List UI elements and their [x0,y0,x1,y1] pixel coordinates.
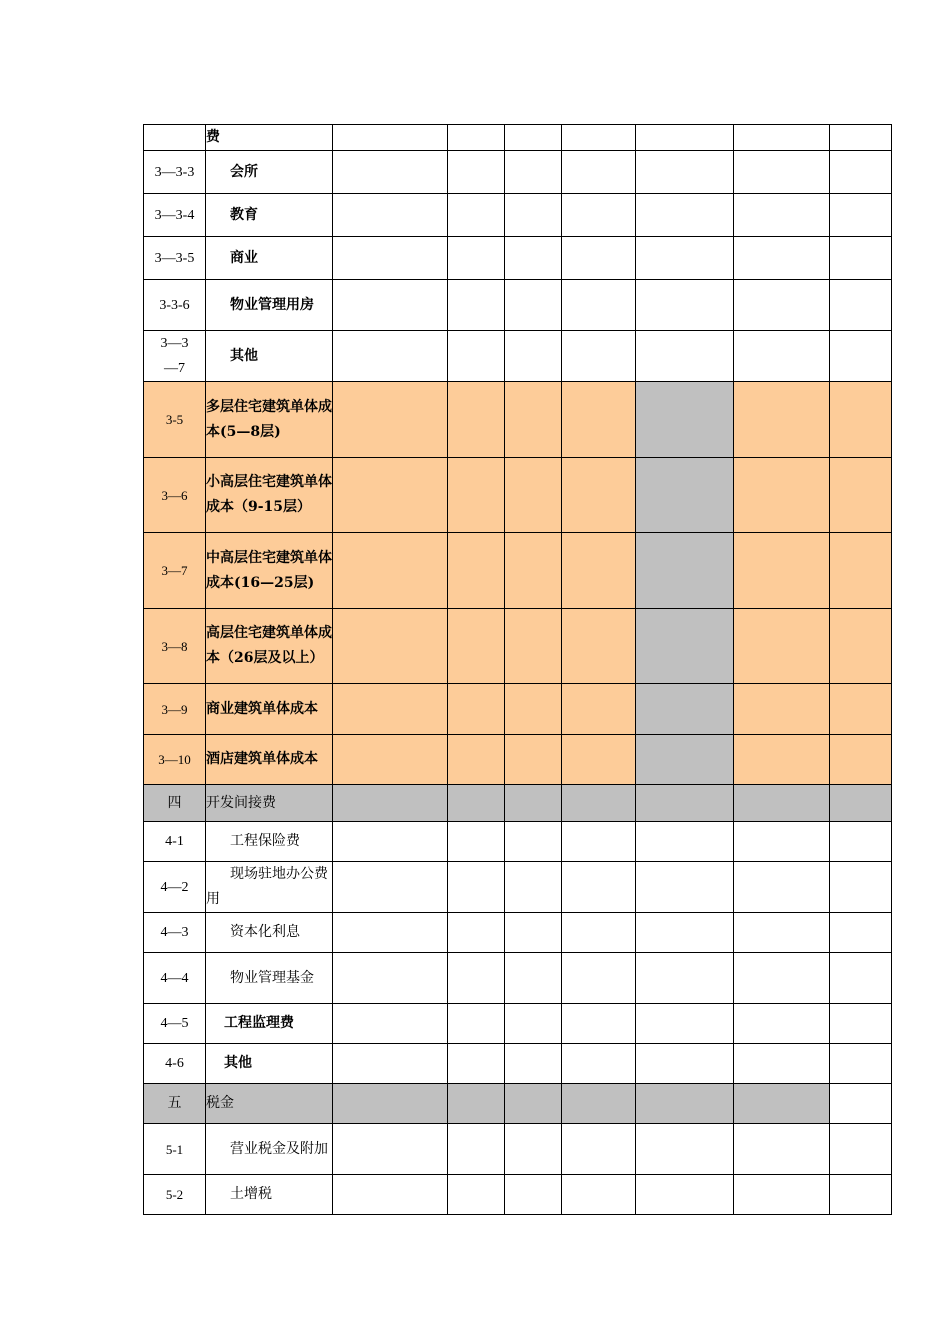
cell [333,458,448,533]
cell [636,382,734,458]
cell [333,237,448,280]
cell [636,1175,734,1215]
table-row [144,1044,892,1084]
cell [636,1044,734,1084]
cell [734,822,830,862]
cell [505,280,562,331]
cell [636,194,734,237]
table-row [144,280,892,331]
cell [734,533,830,609]
table-row [144,331,892,382]
row-code: 3—8 [144,609,206,684]
cell [448,913,505,953]
table-row [144,1084,892,1124]
row-name: 土增税 [206,1175,333,1215]
cost-table [143,124,892,1215]
cell [636,609,734,684]
cell [636,331,734,382]
cell [562,953,636,1004]
cell [734,1175,830,1215]
cell [333,194,448,237]
cell [448,1084,505,1124]
row-name: 会所 [206,151,333,194]
cell [734,1004,830,1044]
cell [734,785,830,822]
cell [734,194,830,237]
cell [505,684,562,735]
cell [505,953,562,1004]
cell [562,735,636,785]
cell [830,151,892,194]
row-code: 5-1 [144,1124,206,1175]
cell [636,1084,734,1124]
cell [448,1175,505,1215]
row-name: 其他 [206,1044,333,1084]
cell [830,785,892,822]
row-code: 4-6 [144,1044,206,1084]
row-code: 3—3-5 [144,237,206,280]
row-name: 营业税金及附加 [206,1124,333,1175]
cell [505,125,562,151]
row-code: 3—9 [144,684,206,735]
cell [333,1084,448,1124]
row-name: 工程监理费 [206,1004,333,1044]
cell [448,237,505,280]
table-row [144,785,892,822]
cell [505,382,562,458]
cell [830,237,892,280]
table-row [144,1175,892,1215]
cell [636,1004,734,1044]
row-name: 教育 [206,194,333,237]
table-row [144,684,892,735]
cell [333,1175,448,1215]
cell [505,237,562,280]
cell [333,382,448,458]
cell [830,1124,892,1175]
cell [734,280,830,331]
row-name: 商业 [206,237,333,280]
cell [448,953,505,1004]
cell [562,1175,636,1215]
cell [830,822,892,862]
table-row [144,862,892,913]
cell [830,331,892,382]
cell [830,1175,892,1215]
cell [505,458,562,533]
row-name: 物业管理基金 [206,953,333,1004]
cell [505,1084,562,1124]
cell [636,280,734,331]
cell [505,1124,562,1175]
cell [505,735,562,785]
cell [448,785,505,822]
cell [448,458,505,533]
cell [505,1175,562,1215]
cell [505,1004,562,1044]
cell [562,125,636,151]
cell [448,822,505,862]
table-row [144,125,892,151]
cell [562,1004,636,1044]
cell [448,331,505,382]
cell [734,684,830,735]
row-name: 其他 [206,331,333,382]
cell [448,194,505,237]
cell [830,609,892,684]
cell [562,280,636,331]
table-row [144,822,892,862]
cell [333,684,448,735]
cell [830,533,892,609]
row-code: 4—4 [144,953,206,1004]
cell [448,382,505,458]
row-name: 商业建筑单体成本 [206,684,333,735]
cell [830,1004,892,1044]
cell [830,862,892,913]
cell [734,609,830,684]
table-row [144,913,892,953]
cell [448,151,505,194]
cell [830,125,892,151]
table-row [144,237,892,280]
cell [734,151,830,194]
cell [830,382,892,458]
table-row [144,609,892,684]
cell [505,194,562,237]
cell [636,785,734,822]
cell [830,1044,892,1084]
cell [734,862,830,913]
cell [562,913,636,953]
cell [333,1124,448,1175]
cell [333,533,448,609]
row-code [144,125,206,151]
row-name: 小高层住宅建筑单体成本（9-15层） [206,458,333,533]
cell [830,735,892,785]
cell [505,331,562,382]
cell [562,533,636,609]
cell [333,953,448,1004]
cell [562,822,636,862]
cell [562,785,636,822]
row-name: 酒店建筑单体成本 [206,735,333,785]
cell [505,913,562,953]
row-code: 五 [144,1084,206,1124]
cell [562,194,636,237]
cell [562,609,636,684]
table-row [144,151,892,194]
row-code: 3—3—7 [144,331,206,382]
cell [333,331,448,382]
cell [734,458,830,533]
cell [636,458,734,533]
cell [636,684,734,735]
cell [562,382,636,458]
cell [333,151,448,194]
row-code: 3-3-6 [144,280,206,331]
row-name: 中高层住宅建筑单体成本(16—25层) [206,533,333,609]
cell [448,684,505,735]
cell [734,1084,830,1124]
cell [505,822,562,862]
row-name: 资本化利息 [206,913,333,953]
cell [830,953,892,1004]
cell [448,609,505,684]
cell [333,785,448,822]
row-name: 现场驻地办公费用 [206,862,333,913]
cell [448,1124,505,1175]
cell [636,533,734,609]
cell [830,194,892,237]
row-name: 税金 [206,1084,333,1124]
cell [448,280,505,331]
table-row [144,533,892,609]
cell [636,237,734,280]
cell [333,1004,448,1044]
cell [734,1044,830,1084]
cell [333,125,448,151]
cell [448,862,505,913]
cell [505,785,562,822]
cell [333,862,448,913]
cell [734,237,830,280]
cell [636,1124,734,1175]
row-code: 4—2 [144,862,206,913]
cell [333,913,448,953]
row-code: 3-5 [144,382,206,458]
cell [734,382,830,458]
cell [562,862,636,913]
cell [448,533,505,609]
cell [636,822,734,862]
cell [636,862,734,913]
cell [734,953,830,1004]
cell [562,1084,636,1124]
cell [636,151,734,194]
row-name: 物业管理用房 [206,280,333,331]
row-name: 多层住宅建筑单体成本(5—8层) [206,382,333,458]
row-name: 工程保险费 [206,822,333,862]
table-row [144,1124,892,1175]
cell [830,1084,892,1124]
cell [333,822,448,862]
row-code: 4—5 [144,1004,206,1044]
row-code: 5-2 [144,1175,206,1215]
row-code: 四 [144,785,206,822]
table-row [144,953,892,1004]
table-row [144,735,892,785]
cell [562,151,636,194]
cell [734,125,830,151]
row-code: 3—7 [144,533,206,609]
cell [562,331,636,382]
cell [734,331,830,382]
cell [505,1044,562,1084]
cell [734,735,830,785]
cell [636,953,734,1004]
table-row [144,194,892,237]
cell [448,125,505,151]
cell [830,458,892,533]
cell [333,609,448,684]
table-row [144,458,892,533]
cell [636,913,734,953]
cell [505,151,562,194]
cell [333,735,448,785]
cell [505,609,562,684]
cell [333,280,448,331]
row-code: 4-1 [144,822,206,862]
cell [830,684,892,735]
cell [448,735,505,785]
cell [448,1044,505,1084]
cell [505,862,562,913]
cell [636,735,734,785]
row-code: 3—3-4 [144,194,206,237]
row-name: 费 [206,125,333,151]
row-code: 4—3 [144,913,206,953]
cell [734,913,830,953]
cell [830,280,892,331]
row-code: 3—3-3 [144,151,206,194]
table-row [144,1004,892,1044]
cell [830,913,892,953]
table-row [144,382,892,458]
cell [562,1044,636,1084]
cell [562,458,636,533]
cell [505,533,562,609]
cell [562,237,636,280]
row-name: 开发间接费 [206,785,333,822]
cell [333,1044,448,1084]
cell [562,1124,636,1175]
cell [636,125,734,151]
row-name: 高层住宅建筑单体成本（26层及以上） [206,609,333,684]
cell [448,1004,505,1044]
cell [562,684,636,735]
row-code: 3—10 [144,735,206,785]
cell [734,1124,830,1175]
row-code: 3—6 [144,458,206,533]
